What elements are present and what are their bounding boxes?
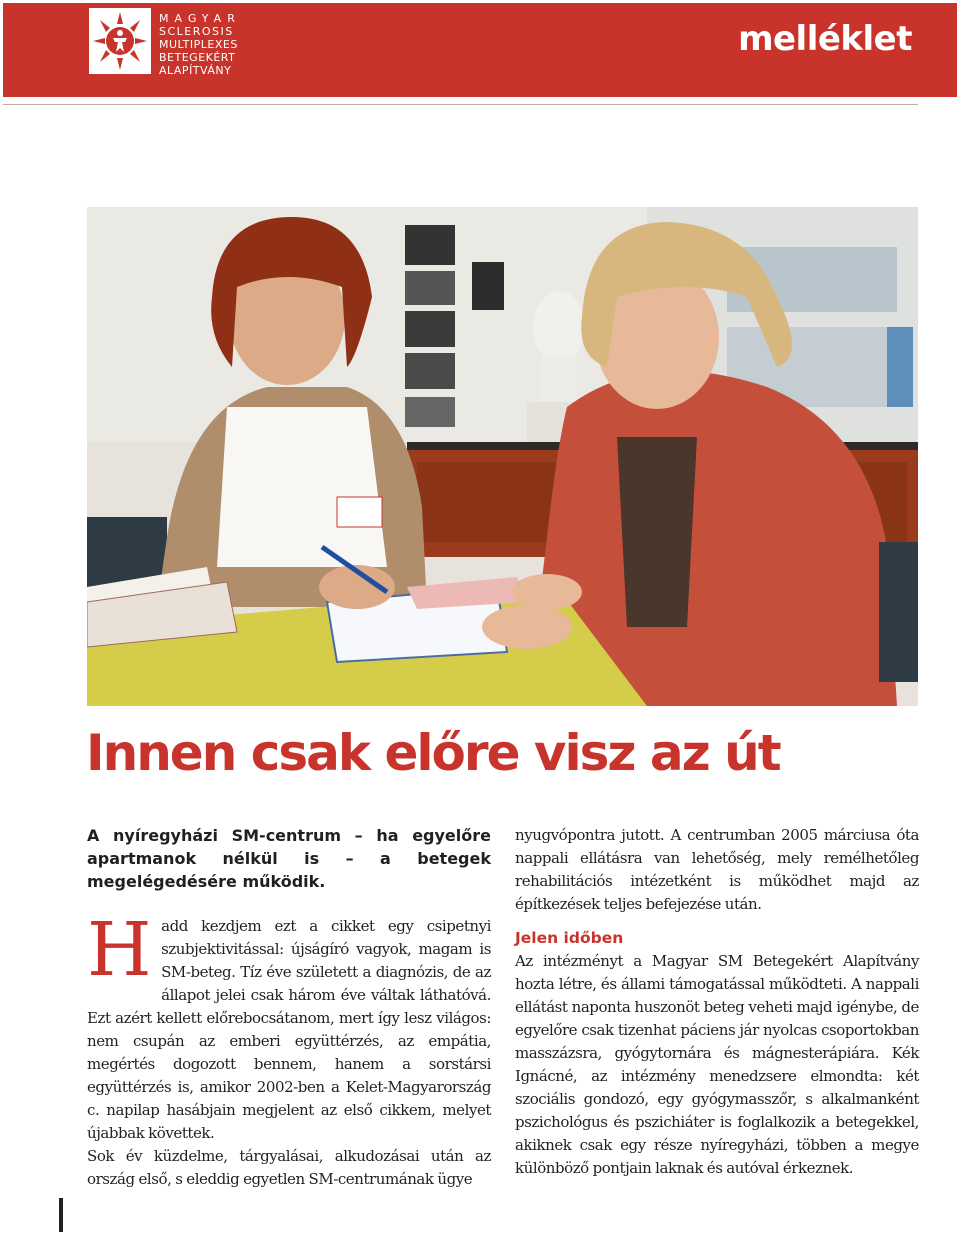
drop-cap: H (87, 907, 152, 993)
article-column-right (515, 824, 919, 1180)
paragraph-continuation (515, 824, 919, 916)
article-lead: A nyíregyházi SM-centrum – ha egyelőre apartmanok nélkül is – a betegek megelégedésére működik. (87, 826, 491, 891)
section-label: melléklet (738, 19, 912, 59)
article-column-left (87, 824, 491, 1191)
page-marker (59, 1198, 63, 1232)
logo-line: SCLEROSIS (159, 25, 234, 38)
header-bar (3, 3, 957, 97)
article-photo (87, 207, 918, 706)
logo-wordmark (159, 12, 241, 77)
article-headline: Innen csak előre visz az út (86, 724, 780, 782)
article-subhead: Jelen időben (515, 929, 624, 947)
logo-line: MAGYAR (159, 12, 241, 25)
article-body-left (87, 907, 491, 1191)
logo-line: BETEGEKÉRT (159, 51, 236, 64)
paragraph: Az intézményt a Magyar SM Betegekért Alapítvány hozta létre, és állami támogatással működteti. A nappali ellátást naponta huszonöt beteg veheti majd igénybe, de egyelőre csak tizenhat páciens jár nyolcas csoportokban masszázsra, gyógytornára és mágnesterápiára. Kék Ignácné, az intézmény menedzsere elmondta: két szociális gondozó, egy gyógymasszőr, s alkalmanként pszichológus és pszichiáter is foglalkozik a betegekkel, akiknek csak egy része nyíregyházi, többen a megye különböző pontjain laknak és autóval érkeznek. (515, 952, 919, 1177)
logo-line: MULTIPLEXES (159, 38, 238, 51)
paragraph: nyugvópontra jutott. A centrumban 2005 márciusa óta nappali ellátásra van lehetőség, mely remélhetőleg rehabilitációs intézetként is működhet majd az építkezések teljes befejezése után. (515, 826, 919, 913)
paragraph: Sok év küzdelme, tárgyalásai, alkudozásai után az ország első, s eleddig egyetlen SM-centrumának ügye (87, 1147, 491, 1188)
foundation-logo-icon (89, 8, 151, 74)
logo-line: ALAPÍTVÁNY (159, 64, 232, 77)
header-divider (3, 104, 918, 105)
paragraph: add kezdjem ezt a cikket egy csipetnyi szubjektivitással: újságíró vagyok, magam is SM-beteg. Tíz éve született a diagnózis, de az állapot jelei csak három éve váltak láthatóvá. Ezt azért kellett előrebocsátanom, mert így lesz világos: nem csupán az emberi együttérzés, az empátia, megértés dogozott bennem, hanem a sorstársi együttérzés is, amikor 2002-ben a Kelet-Magyarország c. napilap hasábjain megjelent az első cikkem, melyet újabbak követtek. (87, 917, 491, 1142)
